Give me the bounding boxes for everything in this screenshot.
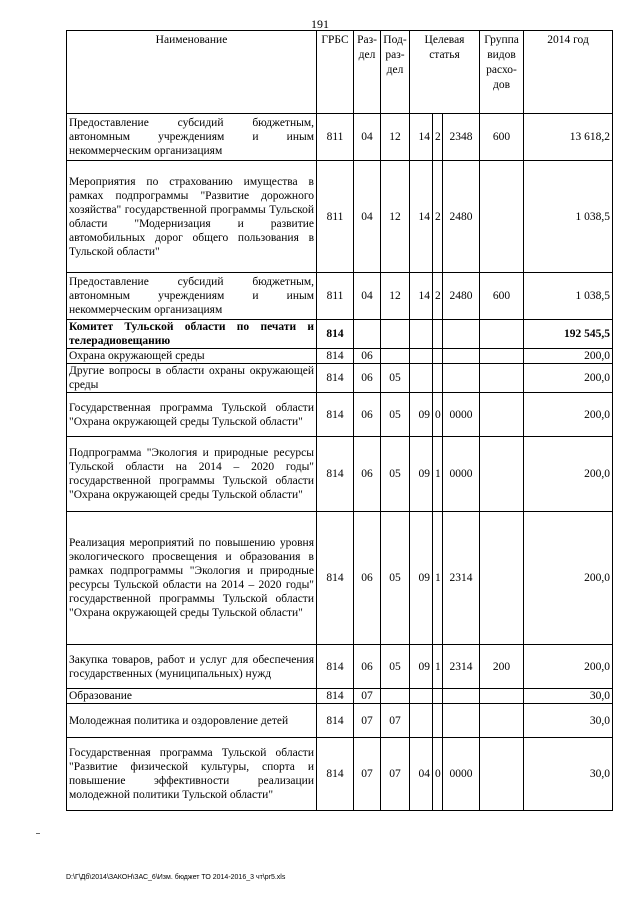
target-code-cell: 0000	[443, 738, 480, 811]
grbs-cell: 814	[317, 512, 354, 645]
target-subprogram-cell: 2	[433, 161, 443, 273]
name-cell: Образование	[67, 689, 317, 704]
razdel-cell: 04	[354, 114, 381, 161]
razdel-cell: 06	[354, 512, 381, 645]
header-razdel: Раз- дел	[354, 31, 381, 114]
target-program-cell: 09	[410, 393, 433, 437]
expense-group-cell	[480, 393, 524, 437]
razdel-cell: 06	[354, 437, 381, 512]
table-row	[67, 393, 613, 437]
expense-group-cell	[480, 689, 524, 704]
podrazdel-cell: 05	[381, 512, 410, 645]
target-program-cell: 09	[410, 512, 433, 645]
amount-cell: 13 618,2	[524, 114, 613, 161]
grbs-cell: 811	[317, 114, 354, 161]
table-row	[67, 349, 613, 364]
table-row	[67, 512, 613, 645]
grbs-cell: 814	[317, 704, 354, 738]
table-row	[67, 437, 613, 512]
podrazdel-cell: 07	[381, 738, 410, 811]
expense-group-cell	[480, 437, 524, 512]
amount-cell: 200,0	[524, 393, 613, 437]
header-podrazdel: Под- раз- дел	[381, 31, 410, 114]
target-code-cell: 2314	[443, 512, 480, 645]
table-row	[67, 273, 613, 320]
target-program-cell: 09	[410, 437, 433, 512]
podrazdel-cell: 05	[381, 645, 410, 689]
razdel-cell	[354, 320, 381, 349]
name-cell: Закупка товаров, работ и услуг для обеспечения государственных (муниципальных) нужд	[67, 645, 317, 689]
target-program-cell: 14	[410, 161, 433, 273]
grbs-cell: 811	[317, 161, 354, 273]
target-subprogram-cell: 1	[433, 645, 443, 689]
expense-group-cell: 200	[480, 645, 524, 689]
amount-cell: 1 038,5	[524, 161, 613, 273]
expense-group-cell: 600	[480, 114, 524, 161]
header-target: Целевая статья	[410, 31, 480, 114]
target-subprogram-cell	[433, 689, 443, 704]
podrazdel-cell	[381, 320, 410, 349]
expense-group-cell	[480, 349, 524, 364]
target-program-cell: 04	[410, 738, 433, 811]
table-row	[67, 689, 613, 704]
name-cell: Другие вопросы в области охраны окружающей среды	[67, 364, 317, 393]
target-subprogram-cell	[433, 704, 443, 738]
razdel-cell: 06	[354, 645, 381, 689]
target-code-cell	[443, 364, 480, 393]
expense-group-cell	[480, 738, 524, 811]
podrazdel-cell	[381, 689, 410, 704]
target-code-cell: 2480	[443, 273, 480, 320]
name-cell: Государственная программа Тульской области "Охрана окружающей среды Тульской области"	[67, 393, 317, 437]
table-row	[67, 738, 613, 811]
amount-cell: 200,0	[524, 364, 613, 393]
target-code-cell	[443, 349, 480, 364]
target-code-cell	[443, 689, 480, 704]
page-number: 191	[311, 17, 329, 31]
grbs-cell: 814	[317, 738, 354, 811]
name-cell: Предоставление субсидий бюджетным, автономным учреждениям и иным некоммерческим организациям	[67, 114, 317, 161]
name-cell: Подпрограмма "Экология и природные ресурсы Тульской области на 2014 – 2020 годы" государственной программы Тульской области "Охрана окружающей среды Тульской области"	[67, 437, 317, 512]
podrazdel-cell: 05	[381, 364, 410, 393]
amount-cell: 200,0	[524, 512, 613, 645]
amount-cell: 200,0	[524, 645, 613, 689]
amount-cell: 200,0	[524, 349, 613, 364]
header-group: Группа видов расхо- дов	[480, 31, 524, 114]
target-code-cell: 2348	[443, 114, 480, 161]
target-program-cell: 14	[410, 273, 433, 320]
target-code-cell	[443, 704, 480, 738]
razdel-cell: 07	[354, 689, 381, 704]
podrazdel-cell: 12	[381, 114, 410, 161]
podrazdel-cell: 12	[381, 161, 410, 273]
table-row	[67, 645, 613, 689]
razdel-cell: 04	[354, 273, 381, 320]
razdel-cell: 06	[354, 393, 381, 437]
grbs-cell: 814	[317, 349, 354, 364]
table-body	[67, 114, 613, 811]
amount-cell: 30,0	[524, 704, 613, 738]
name-cell: Предоставление субсидий бюджетным, автономным учреждениям и иным некоммерческим организациям	[67, 273, 317, 320]
table-row	[67, 114, 613, 161]
razdel-cell: 06	[354, 364, 381, 393]
budget-table	[66, 30, 613, 811]
target-code-cell: 2314	[443, 645, 480, 689]
target-subprogram-cell: 2	[433, 114, 443, 161]
footer-file-path: D:\Г\Дб\2014\ЗАКОН\ЗАС_6\Изм. бюджет ТО 2014-2016_3 чт\pr5.xls	[66, 874, 286, 881]
target-program-cell	[410, 349, 433, 364]
target-code-cell: 2480	[443, 161, 480, 273]
target-program-cell	[410, 320, 433, 349]
amount-cell: 1 038,5	[524, 273, 613, 320]
expense-group-cell	[480, 704, 524, 738]
target-program-cell: 14	[410, 114, 433, 161]
podrazdel-cell: 05	[381, 437, 410, 512]
razdel-cell: 04	[354, 161, 381, 273]
podrazdel-cell	[381, 349, 410, 364]
expense-group-cell	[480, 364, 524, 393]
name-cell: Мероприятия по страхованию имущества в рамках подпрограммы "Развитие дорожного хозяйства" государственной программы Тульской области "Модернизация и развитие автомобильных дорог общего пользования в Тульской области"	[67, 161, 317, 273]
expense-group-cell	[480, 320, 524, 349]
target-code-cell: 0000	[443, 437, 480, 512]
razdel-cell: 07	[354, 704, 381, 738]
razdel-cell: 07	[354, 738, 381, 811]
razdel-cell: 06	[354, 349, 381, 364]
name-cell: Государственная программа Тульской области "Развитие физической культуры, спорта и повышение эффективности реализации молодежной политики Тульской области"	[67, 738, 317, 811]
amount-cell: 30,0	[524, 689, 613, 704]
grbs-cell: 814	[317, 364, 354, 393]
name-cell: Охрана окружающей среды	[67, 349, 317, 364]
target-subprogram-cell: 0	[433, 393, 443, 437]
grbs-cell: 811	[317, 273, 354, 320]
table-row	[67, 704, 613, 738]
target-subprogram-cell	[433, 364, 443, 393]
name-cell: Комитет Тульской области по печати и телерадиовещанию	[67, 320, 317, 349]
grbs-cell: 814	[317, 393, 354, 437]
amount-cell: 200,0	[524, 437, 613, 512]
target-subprogram-cell: 0	[433, 738, 443, 811]
target-program-cell	[410, 364, 433, 393]
amount-cell: 30,0	[524, 738, 613, 811]
target-subprogram-cell: 1	[433, 437, 443, 512]
expense-group-cell	[480, 512, 524, 645]
grbs-cell: 814	[317, 437, 354, 512]
expense-group-cell: 600	[480, 273, 524, 320]
header-row	[67, 31, 613, 114]
name-cell: Реализация мероприятий по повышению уровня экологического просвещения и образования в рамках подпрограммы "Экология и природные ресурсы Тульской области на 2014 – 2020 годы" государственной программы Тульской области "Охрана окружающей среды Тульской области"	[67, 512, 317, 645]
target-subprogram-cell: 1	[433, 512, 443, 645]
target-subprogram-cell	[433, 349, 443, 364]
grbs-cell: 814	[317, 320, 354, 349]
table-row	[67, 161, 613, 273]
table-row	[67, 364, 613, 393]
target-subprogram-cell: 2	[433, 273, 443, 320]
table-row	[67, 320, 613, 349]
target-program-cell	[410, 689, 433, 704]
target-subprogram-cell	[433, 320, 443, 349]
target-program-cell: 09	[410, 645, 433, 689]
target-code-cell	[443, 320, 480, 349]
header-name: Наименование	[67, 31, 317, 114]
podrazdel-cell: 07	[381, 704, 410, 738]
podrazdel-cell: 12	[381, 273, 410, 320]
target-program-cell	[410, 704, 433, 738]
grbs-cell: 814	[317, 645, 354, 689]
expense-group-cell	[480, 161, 524, 273]
name-cell: Молодежная политика и оздоровление детей	[67, 704, 317, 738]
header-grbs: ГРБС	[317, 31, 354, 114]
amount-cell: 192 545,5	[524, 320, 613, 349]
grbs-cell: 814	[317, 689, 354, 704]
header-amount: 2014 год	[524, 31, 613, 114]
podrazdel-cell: 05	[381, 393, 410, 437]
target-code-cell: 0000	[443, 393, 480, 437]
margin-mark	[36, 833, 40, 834]
